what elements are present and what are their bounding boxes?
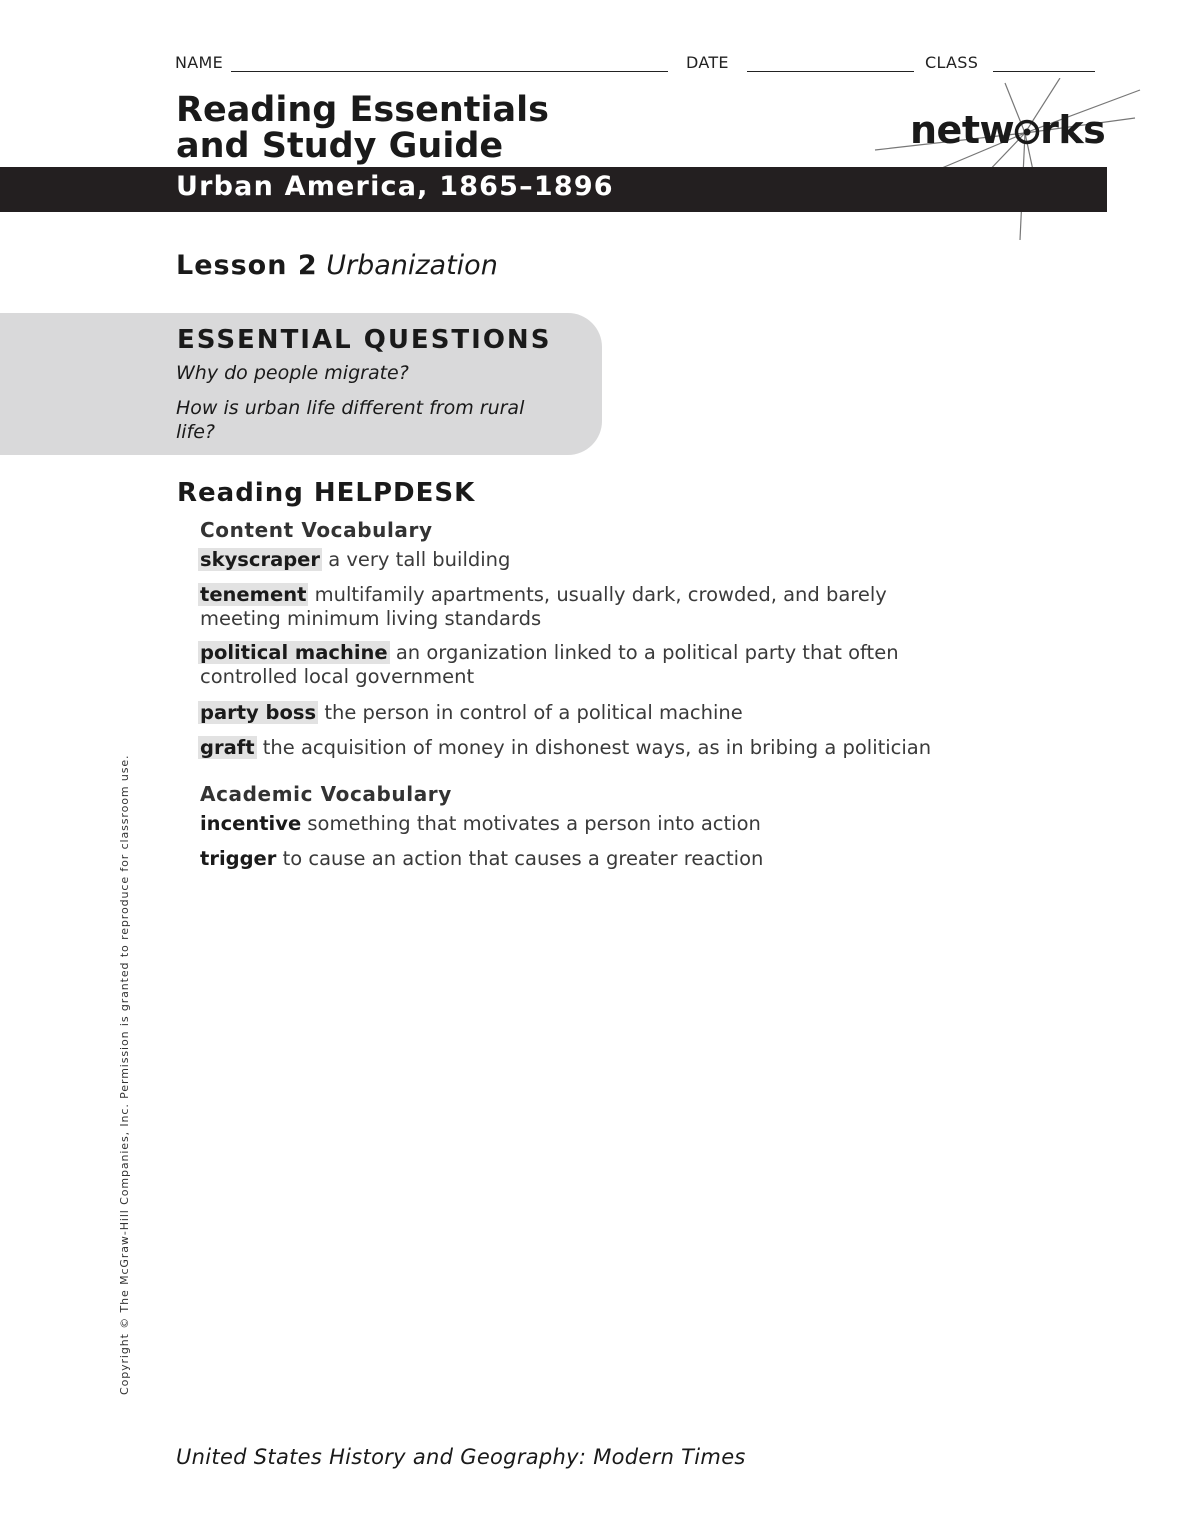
date-label: DATE [686,53,729,72]
essential-question: Why do people migrate? [176,362,409,384]
vocab-entry [200,701,960,725]
vocab-entry [200,583,930,631]
vocab-entry [200,812,960,836]
date-field[interactable] [747,71,914,72]
lesson-heading [176,250,498,281]
vocab-term: skyscraper [200,548,321,571]
content-vocabulary-heading: Content Vocabulary [200,518,433,542]
vocab-definition: a very tall building [328,548,511,571]
logo-text-end: rks [1040,108,1106,152]
essential-questions-heading: ESSENTIAL QUESTIONS [177,325,552,355]
guide-title-line1: Reading Essentials [176,90,549,130]
vocab-definition: to cause an action that causes a greater reaction [282,847,764,870]
vocab-definition: multifamily apartments, usually dark, crowded, and barely meeting minimum living standards [200,583,887,630]
logo-target-icon [1014,110,1040,136]
reading-helpdesk-heading: Reading HELPDESK [177,478,476,508]
networks-logo [910,108,1105,152]
vocab-definition: an organization linked to a political party that often controlled local government [200,641,899,688]
logo-burst-graphic [870,78,1150,248]
copyright-notice: Copyright © The McGraw-Hill Companies, Inc. Permission is granted to reproduce for classroom use. [118,754,131,1395]
vocab-entry [200,736,1000,760]
chapter-title: Urban America, 1865–1896 [176,171,614,202]
book-title-footer: United States History and Geography: Modern Times [176,1445,746,1469]
class-label: CLASS [925,53,979,72]
academic-vocabulary-heading: Academic Vocabulary [200,782,452,806]
vocab-entry [200,641,940,689]
vocab-entry [200,548,960,572]
logo-text-start: netw [910,108,1015,152]
lesson-number: Lesson 2 [176,250,318,281]
vocab-definition: the person in control of a political machine [324,701,743,724]
vocab-definition: the acquisition of money in dishonest ways, as in bribing a politician [262,736,932,759]
name-field[interactable] [231,71,668,72]
vocab-term: political machine [200,641,388,664]
vocab-term: party boss [200,701,317,724]
vocab-entry [200,847,960,871]
vocab-term: tenement [200,583,307,606]
class-field[interactable] [993,71,1095,72]
essential-question: How is urban life different from rural life? [176,397,525,443]
lesson-title: Urbanization [326,250,498,281]
guide-title-line2: and Study Guide [176,126,504,166]
name-label: NAME [175,53,224,72]
vocab-term: graft [200,736,255,759]
vocab-term: trigger [200,847,277,870]
vocab-term: incentive [200,812,302,835]
vocab-definition: something that motivates a person into action [307,812,761,835]
guide-title [176,92,549,164]
